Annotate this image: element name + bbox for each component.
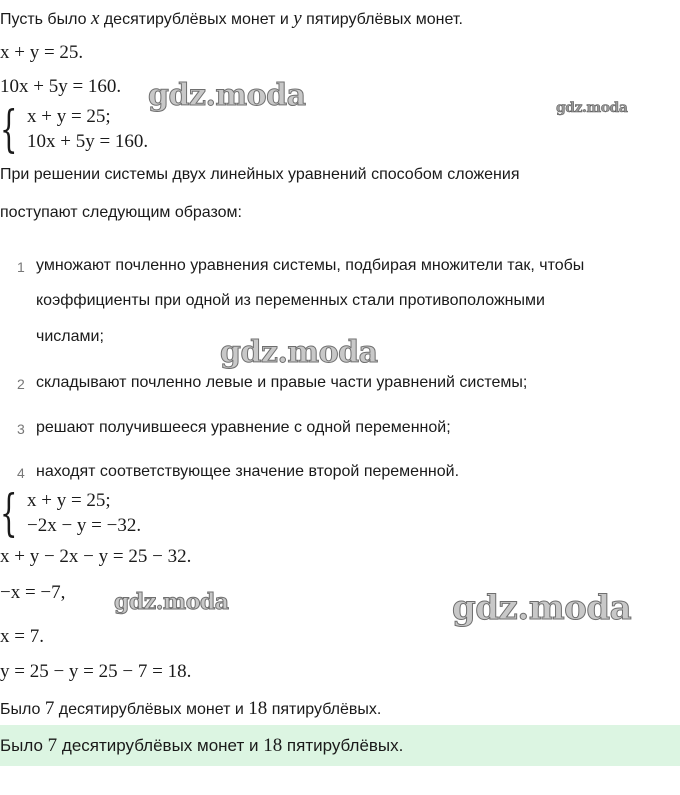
intro-text-2: десятирублёвых монет и	[99, 11, 294, 28]
answer-line	[0, 735, 403, 757]
equation-4: −x = −7,	[0, 582, 66, 603]
step-1-line-1: умножают почленно уравнения системы, подбирая множители так, чтобы	[36, 257, 585, 274]
result-text-1: Было	[0, 701, 45, 718]
system-2-line-2: −2x − y = −32.	[27, 515, 142, 536]
system-2-brace: {	[0, 484, 18, 542]
equation-6: y = 25 − y = 25 − 7 = 18.	[0, 661, 192, 682]
result-text-3: пятирублёвых.	[267, 701, 382, 718]
result-number-2: 18	[248, 698, 268, 719]
step-2-line-1: складывают почленно левые и правые части уравнений системы;	[36, 374, 528, 391]
system-2-line-1: x + y = 25;	[27, 490, 111, 511]
intro-text-3: пятирублёвых монет.	[301, 11, 463, 28]
equation-5: x = 7.	[0, 626, 44, 647]
result-line	[0, 698, 381, 720]
intro-line	[0, 8, 463, 30]
intro-text-1: Пусть было	[0, 11, 91, 28]
answer-text-3: пятирублёвых.	[282, 736, 404, 755]
step-1-number: 1	[17, 259, 25, 275]
step-2-number: 2	[17, 376, 25, 392]
watermark: gdz.moda	[114, 589, 229, 615]
var-x: x	[90, 8, 100, 29]
equation-1: x + y = 25.	[0, 42, 84, 63]
method-text-line-2: поступают следующим образом:	[0, 204, 242, 221]
step-4-number: 4	[17, 465, 25, 481]
answer-box	[0, 725, 680, 766]
result-number-1: 7	[44, 698, 55, 719]
equation-2: 10x + 5y = 160.	[0, 76, 122, 97]
step-4-line-1: находят соответствующее значение второй переменной.	[36, 463, 460, 480]
result-text-2: десятирублёвых монет и	[54, 701, 249, 718]
system-1-line-1: x + y = 25;	[27, 106, 111, 127]
var-y: y	[293, 8, 302, 29]
answer-text-2: десятирублёвых монет и	[57, 736, 264, 755]
method-text-line-1: При решении системы двух линейных уравнений способом сложения	[0, 166, 520, 183]
watermark: gdz.moda	[220, 335, 378, 370]
answer-text-1: Было	[0, 736, 48, 755]
step-1-line-2: коэффициенты при одной из переменных стали противоположными	[36, 292, 545, 309]
watermark: gdz.moda	[556, 100, 628, 116]
watermark: gdz.moda	[148, 78, 306, 113]
equation-3: x + y − 2x − y = 25 − 32.	[0, 546, 192, 567]
step-3-number: 3	[17, 421, 25, 437]
step-1-line-3: числами;	[36, 328, 104, 345]
answer-number-1: 7	[47, 735, 58, 756]
step-3-line-1: решают получившееся уравнение с одной переменной;	[36, 419, 451, 436]
watermark: gdz.moda	[452, 588, 632, 628]
system-1-brace: {	[0, 100, 18, 158]
system-1-line-2: 10x + 5y = 160.	[27, 131, 149, 152]
answer-number-2: 18	[263, 735, 283, 756]
